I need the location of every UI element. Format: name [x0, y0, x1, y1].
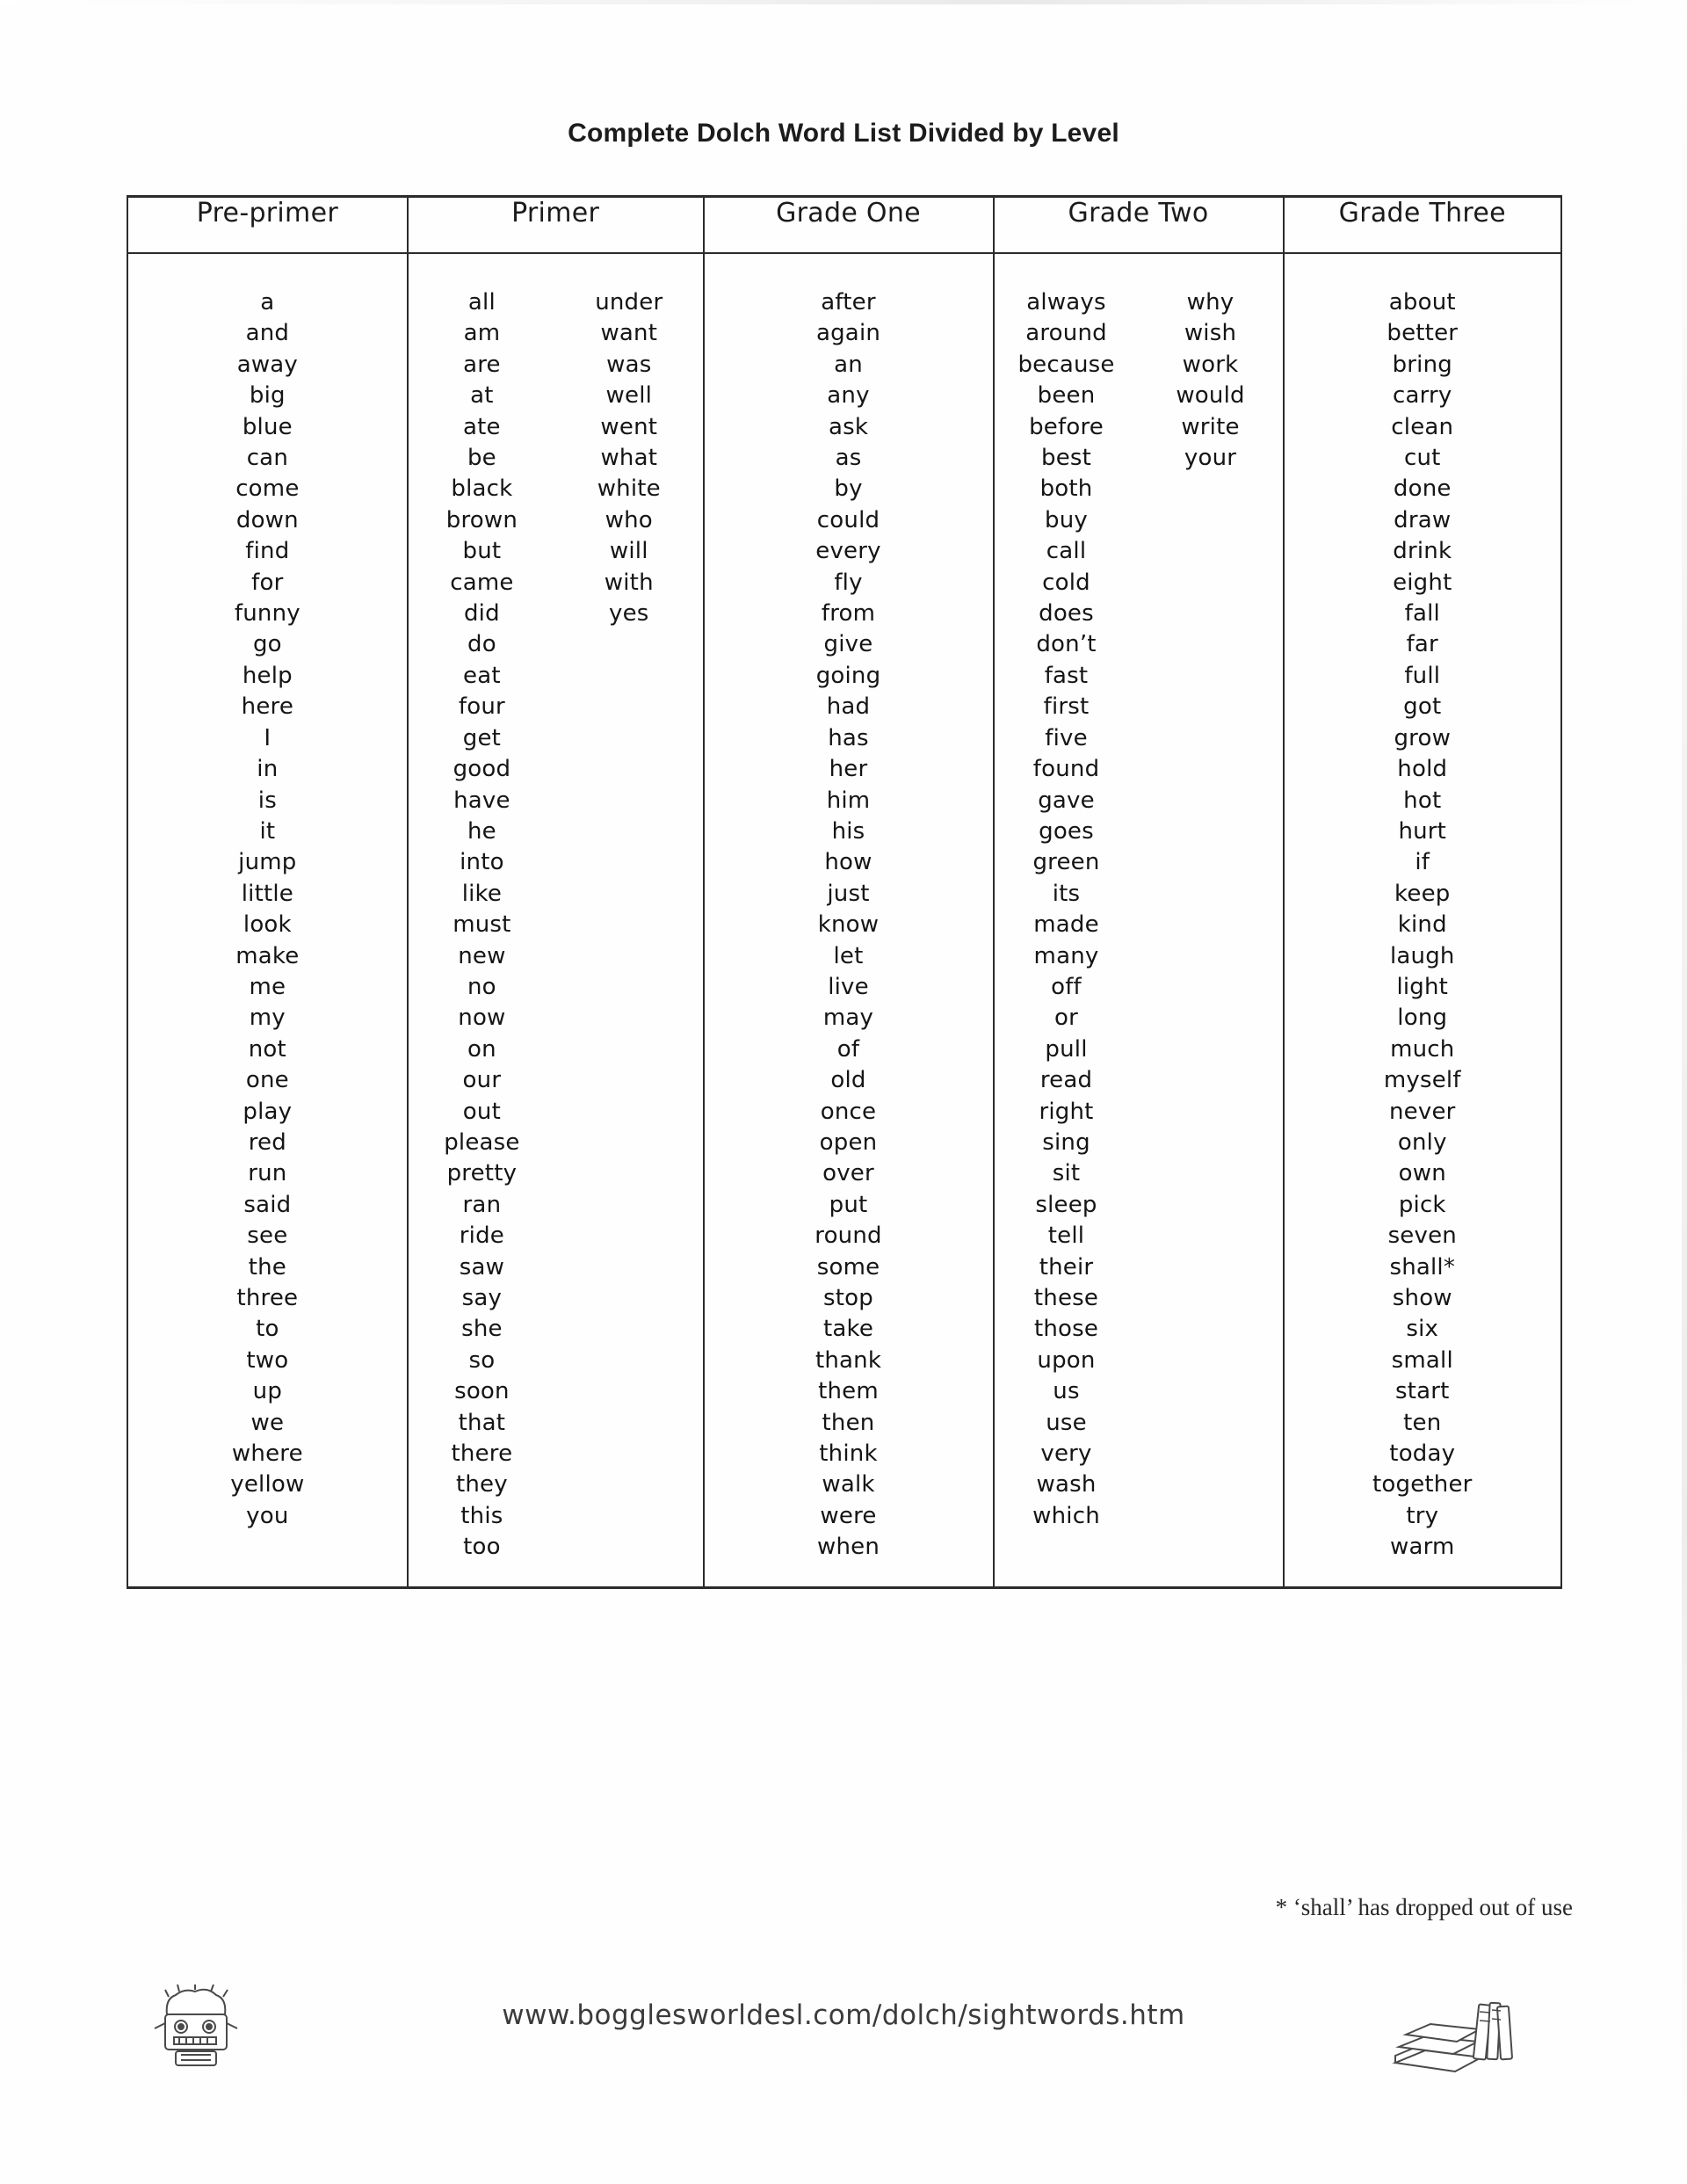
word-item: I	[264, 724, 272, 751]
word-item: brown	[445, 506, 518, 533]
word-item: never	[1388, 1098, 1456, 1125]
word-item: little	[241, 880, 293, 907]
word-item: just	[827, 880, 870, 907]
word-item: made	[1033, 911, 1099, 939]
word-item: upon	[1037, 1346, 1096, 1374]
word-item: did	[463, 600, 500, 628]
word-item: seven	[1387, 1223, 1457, 1250]
word-item: its	[1052, 880, 1081, 907]
word-item: know	[817, 911, 880, 939]
word-item: as	[835, 445, 862, 472]
word-item: the	[248, 1253, 286, 1281]
word-item: use	[1046, 1409, 1087, 1436]
word-item: have	[453, 787, 510, 814]
word-item: what	[600, 445, 658, 472]
word-item: if	[1415, 849, 1430, 876]
word-item: be	[467, 445, 496, 472]
word-item: or	[1054, 1005, 1079, 1032]
word-item: but	[462, 538, 502, 565]
word-item: carry	[1392, 382, 1452, 410]
word-item: after	[821, 289, 876, 316]
word-item: read	[1039, 1067, 1093, 1094]
word-item: these	[1033, 1285, 1099, 1311]
word-item: tell	[1047, 1223, 1085, 1250]
word-item: two	[246, 1346, 289, 1374]
word-item: for	[251, 569, 284, 596]
word-item: got	[1403, 693, 1442, 721]
word-item: cut	[1403, 445, 1441, 472]
word-item: run	[248, 1160, 287, 1187]
word-item: been	[1037, 382, 1096, 410]
word-item: are	[463, 351, 501, 378]
word-item: a	[260, 289, 275, 316]
word-item: drink	[1393, 538, 1452, 565]
word-item: those	[1033, 1316, 1099, 1343]
word-item: done	[1393, 475, 1452, 503]
word-item: small	[1391, 1346, 1453, 1374]
word-item: see	[247, 1223, 288, 1250]
subcolumn-group-grade-three	[1285, 287, 1560, 1564]
word-item: they	[455, 1471, 508, 1498]
footnote-shall: * ‘shall’ has dropped out of use	[1275, 1894, 1573, 1920]
word-item: cold	[1042, 569, 1090, 596]
word-item: round	[815, 1223, 882, 1250]
source-url[interactable]: www.bogglesworldesl.com/dolch/sightwords.htm	[502, 1999, 1185, 2031]
word-item: where	[231, 1440, 303, 1468]
word-item: eight	[1393, 569, 1452, 596]
word-cell-grade-two	[994, 253, 1284, 1587]
word-item: may	[822, 1005, 874, 1032]
subcolumn-group-pre-primer	[128, 287, 407, 1532]
word-item: call	[1046, 538, 1087, 565]
word-item: do	[467, 631, 496, 658]
word-item: open	[819, 1128, 878, 1156]
word-subcolumn	[128, 287, 407, 1532]
word-item: has	[828, 724, 869, 751]
word-item: about	[1388, 289, 1456, 316]
table-header-row	[127, 197, 1561, 254]
word-item: go	[252, 631, 282, 658]
word-item: down	[235, 506, 299, 533]
word-item: that	[458, 1409, 506, 1436]
word-item: which	[1032, 1502, 1100, 1529]
word-item: grow	[1394, 724, 1452, 751]
scan-edge-right	[1682, 0, 1687, 2184]
subcolumn-group-primer	[409, 287, 703, 1564]
word-item: was	[606, 351, 652, 378]
word-item: am	[463, 320, 501, 347]
word-item: sit	[1052, 1160, 1081, 1187]
word-item: long	[1397, 1005, 1448, 1032]
word-item: make	[235, 942, 300, 969]
word-item: with	[604, 569, 654, 596]
word-item: laugh	[1389, 942, 1455, 969]
table-body	[127, 253, 1561, 1587]
word-item: right	[1039, 1098, 1094, 1125]
word-item: him	[826, 787, 871, 814]
word-item: start	[1394, 1378, 1450, 1405]
word-item: let	[833, 942, 864, 969]
word-item: play	[243, 1098, 293, 1125]
word-item: she	[461, 1316, 503, 1343]
dolch-word-table-wrapper	[127, 195, 1562, 1589]
word-item: work	[1182, 351, 1239, 378]
word-item: jump	[238, 849, 297, 876]
word-item: first	[1043, 693, 1090, 721]
word-item: try	[1406, 1502, 1439, 1529]
word-item: help	[242, 662, 293, 689]
word-item: one	[245, 1067, 289, 1094]
word-item: us	[1053, 1378, 1080, 1405]
word-item: why	[1186, 289, 1234, 316]
word-item: came	[450, 569, 514, 596]
word-item: warm	[1389, 1534, 1455, 1561]
word-cell-primer	[408, 253, 704, 1587]
word-subcolumn	[1285, 287, 1560, 1564]
word-item: our	[462, 1067, 502, 1094]
word-item: new	[458, 942, 506, 969]
word-item: write	[1181, 413, 1240, 440]
word-item: were	[820, 1502, 877, 1529]
word-item: three	[236, 1285, 299, 1311]
word-item: them	[818, 1378, 879, 1405]
word-item: pretty	[446, 1160, 518, 1187]
column-header-pre-primer: Pre-primer	[127, 197, 408, 254]
stack-of-books-icon	[1388, 1982, 1520, 2079]
subcolumn-group-grade-two	[995, 287, 1283, 1532]
word-item: very	[1040, 1440, 1092, 1468]
word-item: five	[1045, 724, 1088, 751]
word-cell-pre-primer	[127, 253, 408, 1587]
dolch-word-table	[127, 195, 1562, 1589]
word-item: going	[815, 662, 881, 689]
word-item: me	[249, 973, 286, 1000]
word-item: will	[609, 538, 648, 565]
word-item: out	[462, 1098, 501, 1125]
word-item: so	[468, 1346, 496, 1374]
word-item: get	[462, 724, 502, 751]
word-item: off	[1051, 973, 1082, 1000]
word-item: my	[249, 1005, 286, 1032]
word-item: ask	[828, 413, 869, 440]
word-item: you	[246, 1502, 289, 1529]
word-item: blue	[242, 413, 293, 440]
word-item: how	[824, 849, 872, 876]
word-item: wish	[1184, 320, 1237, 347]
word-item: don’t	[1036, 631, 1097, 658]
word-item: draw	[1394, 506, 1452, 533]
table-header-row-group	[127, 197, 1561, 254]
word-item: who	[605, 506, 653, 533]
word-item: give	[823, 631, 873, 658]
word-item: an	[834, 351, 863, 378]
word-item: no	[467, 973, 496, 1000]
word-item: there	[451, 1440, 513, 1468]
word-item: much	[1390, 1035, 1455, 1063]
word-item: then	[822, 1409, 875, 1436]
word-item: sleep	[1035, 1191, 1097, 1218]
word-item: keep	[1394, 880, 1451, 907]
word-item: kind	[1397, 911, 1447, 939]
word-item: light	[1396, 973, 1449, 1000]
word-item: to	[256, 1316, 279, 1343]
word-item: today	[1389, 1440, 1456, 1468]
word-item: far	[1406, 631, 1438, 658]
word-item: take	[822, 1316, 874, 1343]
word-item: wash	[1036, 1471, 1097, 1498]
word-item: show	[1392, 1285, 1452, 1311]
word-item: myself	[1383, 1067, 1461, 1094]
word-item: live	[828, 973, 869, 1000]
word-item: up	[252, 1378, 283, 1405]
word-cell-grade-three	[1284, 253, 1561, 1587]
word-item: black	[451, 475, 513, 503]
column-header-grade-two: Grade Two	[994, 197, 1284, 254]
word-item: here	[241, 693, 294, 721]
word-item: into	[460, 849, 504, 876]
word-item: both	[1039, 475, 1093, 503]
word-item: must	[453, 911, 511, 939]
word-item: big	[249, 382, 286, 410]
word-item: good	[453, 756, 511, 783]
word-item: ate	[463, 413, 501, 440]
word-item: look	[243, 911, 292, 939]
word-item: full	[1404, 662, 1441, 689]
word-item: want	[600, 320, 658, 347]
word-item: over	[822, 1160, 874, 1187]
word-item: hot	[1403, 787, 1442, 814]
subcolumn-group-grade-one	[705, 287, 993, 1564]
word-item: only	[1397, 1128, 1447, 1156]
word-item: saw	[459, 1253, 505, 1281]
word-item: on	[467, 1035, 496, 1063]
word-item: come	[235, 475, 300, 503]
word-item: once	[820, 1098, 877, 1125]
word-subcolumn	[995, 287, 1139, 1532]
word-item: this	[460, 1502, 503, 1529]
word-item: ran	[462, 1191, 502, 1218]
word-item: not	[248, 1035, 286, 1063]
word-item: well	[605, 382, 653, 410]
word-item: own	[1398, 1160, 1446, 1187]
word-item: green	[1032, 849, 1100, 876]
word-item: walk	[822, 1471, 875, 1498]
word-item: six	[1406, 1316, 1439, 1343]
word-item: pick	[1398, 1191, 1446, 1218]
word-item: like	[461, 880, 503, 907]
word-item: had	[826, 693, 871, 721]
word-item: said	[243, 1191, 292, 1218]
column-header-grade-three: Grade Three	[1284, 197, 1561, 254]
word-item: buy	[1045, 506, 1088, 533]
word-item: stop	[823, 1285, 873, 1311]
column-header-primer: Primer	[408, 197, 704, 254]
word-item: does	[1039, 600, 1094, 628]
word-item: when	[816, 1534, 880, 1561]
word-item: red	[248, 1128, 286, 1156]
word-subcolumn	[1139, 287, 1283, 1532]
word-item: from	[821, 600, 876, 628]
word-item: found	[1032, 756, 1100, 783]
word-item: it	[259, 817, 276, 845]
word-item: yellow	[230, 1471, 305, 1498]
word-item: because	[1017, 351, 1115, 378]
word-item: in	[257, 756, 279, 783]
word-item: goes	[1039, 817, 1094, 845]
word-item: their	[1039, 1253, 1094, 1281]
word-item: find	[245, 538, 290, 565]
word-item: could	[816, 506, 880, 533]
word-item: your	[1184, 445, 1237, 472]
word-item: hurt	[1398, 817, 1447, 845]
scan-edge-top	[0, 0, 1687, 4]
word-item: hold	[1397, 756, 1448, 783]
word-item: best	[1040, 445, 1092, 472]
word-item: ride	[459, 1223, 504, 1250]
word-item: his	[831, 817, 865, 845]
word-item: before	[1029, 413, 1104, 440]
word-item: fast	[1044, 662, 1089, 689]
table-row	[127, 253, 1561, 1587]
word-item: around	[1025, 320, 1107, 347]
word-item: sing	[1042, 1128, 1090, 1156]
word-item: shall*	[1389, 1253, 1456, 1281]
word-item: some	[816, 1253, 880, 1281]
word-item: went	[600, 413, 658, 440]
word-cell-grade-one	[704, 253, 994, 1587]
word-item: bring	[1392, 351, 1452, 378]
word-item: clean	[1391, 413, 1454, 440]
word-item: of	[836, 1035, 860, 1063]
word-item: can	[246, 445, 288, 472]
word-item: thank	[815, 1346, 882, 1374]
page-title: Complete Dolch Word List Divided by Level	[568, 119, 1119, 148]
word-item: soon	[454, 1378, 510, 1405]
word-item: under	[595, 289, 663, 316]
word-item: funny	[234, 600, 300, 628]
word-item: old	[830, 1067, 866, 1094]
word-item: he	[467, 817, 496, 845]
word-item: again	[815, 320, 881, 347]
word-item: many	[1033, 942, 1099, 969]
column-header-grade-one: Grade One	[704, 197, 994, 254]
word-item: pull	[1045, 1035, 1088, 1063]
word-item: think	[819, 1440, 878, 1468]
word-item: fly	[834, 569, 863, 596]
word-item: gave	[1038, 787, 1095, 814]
word-item: every	[815, 538, 881, 565]
word-item: say	[461, 1285, 503, 1311]
word-item: now	[458, 1005, 506, 1032]
word-item: by	[834, 475, 863, 503]
word-item: is	[257, 787, 277, 814]
word-item: at	[470, 382, 494, 410]
word-item: better	[1387, 320, 1459, 347]
word-item: we	[250, 1409, 285, 1436]
word-item: fall	[1404, 600, 1440, 628]
word-subcolumn	[705, 287, 993, 1564]
word-item: and	[245, 320, 290, 347]
word-item: white	[597, 475, 661, 503]
word-item: any	[827, 382, 870, 410]
word-item: always	[1026, 289, 1106, 316]
word-item: please	[444, 1128, 520, 1156]
word-item: yes	[609, 600, 649, 628]
word-item: all	[467, 289, 496, 316]
word-subcolumn	[555, 287, 702, 1564]
word-item: would	[1176, 382, 1245, 410]
word-item: eat	[463, 662, 501, 689]
word-item: put	[829, 1191, 868, 1218]
word-item: together	[1372, 1471, 1473, 1498]
word-item: her	[829, 756, 868, 783]
word-item: ten	[1403, 1409, 1442, 1436]
word-item: four	[458, 693, 505, 721]
word-item: too	[463, 1534, 501, 1561]
word-item: away	[236, 351, 299, 378]
word-subcolumn	[409, 287, 555, 1564]
